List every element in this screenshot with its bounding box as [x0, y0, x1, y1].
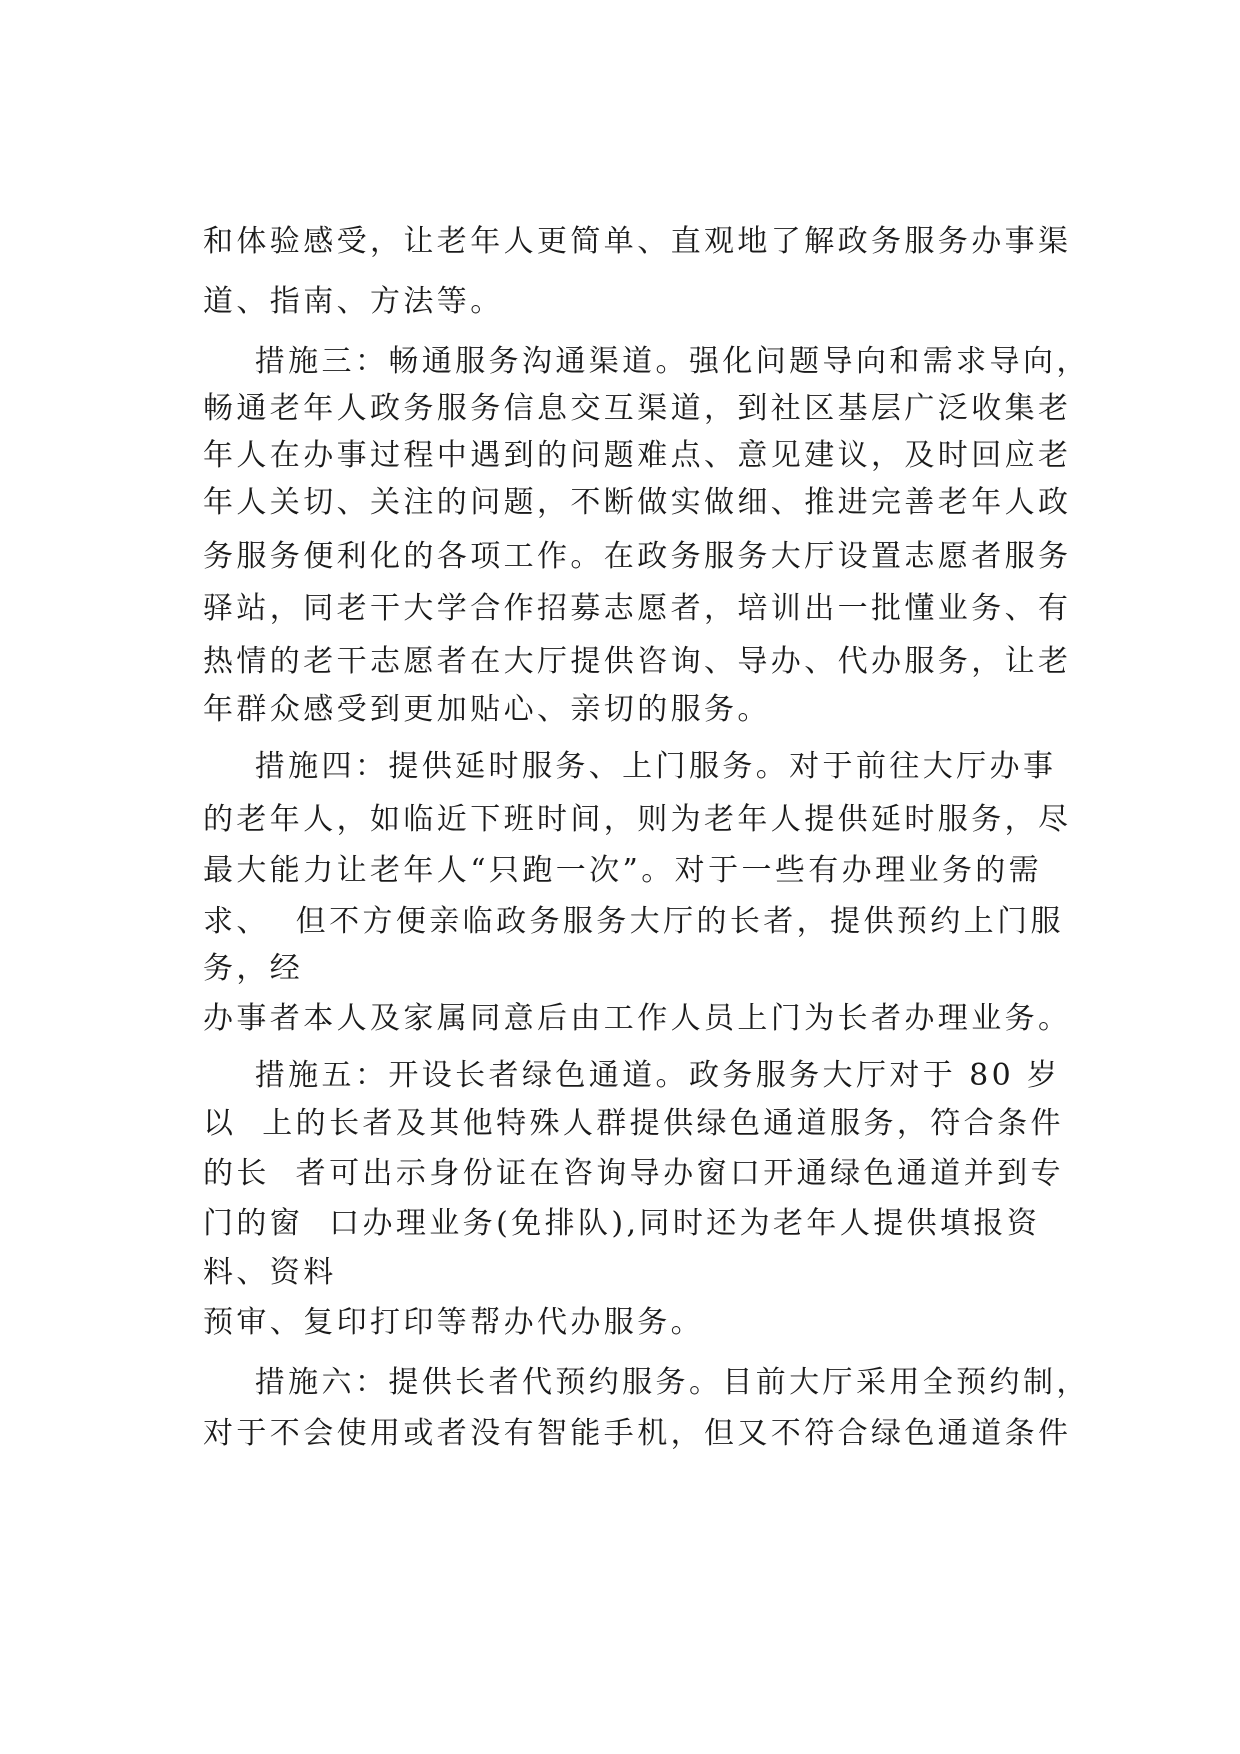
text-line: 的长 者可出示身份证在咨询导办窗口开通绿色通道并到专: [203, 1156, 1064, 1191]
text-line: 办事者本人及家属同意后由工作人员上门为长者办理业务。: [203, 1001, 1072, 1036]
text-line: 年群众感受到更加贴心、亲切的服务。: [203, 692, 771, 727]
text-line: 年人在办事过程中遇到的问题难点、意见建议，及时回应老: [203, 438, 1072, 473]
text-line: 和体验感受，让老年人更简单、直观地了解政务服务办事渠: [203, 224, 1072, 259]
text-line: 最大能力让老年人“只跑一次”。对于一些有办理业务的需: [203, 853, 1043, 888]
text-line: 以 上的长者及其他特殊人群提供绿色通道服务，符合条件: [203, 1106, 1064, 1141]
text-line: 预审、复印打印等帮办代办服务。: [203, 1305, 704, 1340]
text-line: 畅通老年人政务服务信息交互渠道，到社区基层广泛收集老: [203, 391, 1072, 426]
text-line: 措施四：提供延时服务、上门服务。对于前往大厅办事: [203, 749, 1057, 784]
text-line: 对于不会使用或者没有智能手机，但又不符合绿色通道条件: [203, 1416, 1072, 1451]
text-line: 道、指南、方法等。: [203, 284, 504, 319]
text-line: 务，经: [203, 951, 304, 986]
text-line: 料、资料: [203, 1255, 337, 1290]
text-line: 求、 但不方便亲临政务服务大厅的长者，提供预约上门服: [203, 904, 1064, 939]
text-line: 热情的老干志愿者在大厅提供咨询、导办、代办服务，让老: [203, 644, 1072, 679]
text-line: 措施六：提供长者代预约服务。目前大厅采用全预约制，: [203, 1365, 1090, 1400]
text-line: 措施三：畅通服务沟通渠道。强化问题导向和需求导向，: [203, 344, 1090, 379]
text-line: 门的窗 口办理业务(免排队),同时还为老年人提供填报资: [203, 1206, 1041, 1241]
text-line: 驿站，同老干大学合作招募志愿者，培训出一批懂业务、有: [203, 591, 1072, 626]
text-line: 的老年人，如临近下班时间，则为老年人提供延时服务，尽: [203, 802, 1072, 837]
text-line: 措施五：开设长者绿色通道。政务服务大厅对于 80 岁: [203, 1058, 1061, 1093]
text-line: 年人关切、关注的问题，不断做实做细、推进完善老年人政: [203, 485, 1072, 520]
text-line: 务服务便利化的各项工作。在政务服务大厅设置志愿者服务: [203, 539, 1072, 574]
